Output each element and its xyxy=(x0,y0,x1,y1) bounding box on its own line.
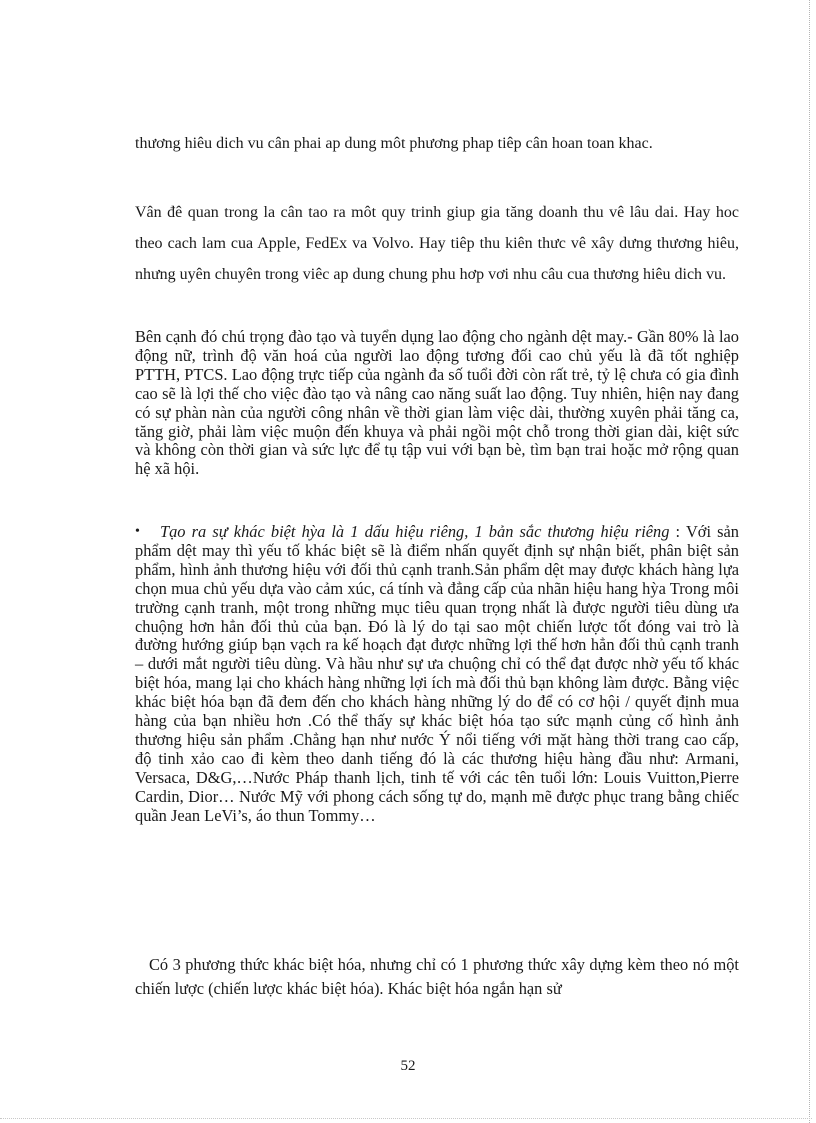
bullet-body: : Với sản phẩm dệt may thì yếu tố khác biệt sẽ là điểm nhấn quyết định sự nhận biết, phân biệt sản phẩm, hình ảnh thương hiệu với đối thủ cạnh tranh.Sản phẩm dệt may được khách hàng lựa chọn mua chủ yếu dựa vào cảm xúc, cá tính và đẳng cấp của nhãn hiệu hang hỳa Trong môi trường cạnh tranh, một trong những mục tiêu quan trọng nhất là được người tiêu dùng ưa chuộng hơn hẳn đối thủ của bạn. Đó là lý do tại sao một chiến lược tốt đóng vai trò là đường hướng giúp bạn vạch ra kế hoạch đạt được những lợi thế hơn hẳn đối thủ cạnh tranh – dưới mắt người tiêu dùng. Và hầu như sự ưa chuộng chỉ có thể đạt được nhờ yếu tố khác biệt hóa, mang lại cho khách hàng những lợi ích mà đối thủ bạn không làm được. Bằng việc khác biệt hóa bạn đã đem đến cho khách hàng những lý do để có cơ hội / quyết định mua hàng của bạn nhiều hơn .Có thể thấy sự khác biệt hóa tạo sức mạnh củng cố hình ảnh thương hiệu sản phẩm .Chẳng hạn như nước Ý nổi tiếng với mặt hàng thời trang cao cấp, độ tinh xảo cao đi kèm theo danh tiếng đó là các thương hiệu hàng đầu như: Armani, Versaca, D&G,…Nước Pháp thanh lịch, tinh tế với các tên tuổi lớn: Louis Vuitton,Pierre Cardin, Dior… Nước Mỹ với phong cách sống tự do, mạnh mẽ được phục trang bằng chiếc quần Jean LeVi’s, áo thun Tommy… xyxy=(135,522,739,825)
paragraph-methods: Có 3 phương thức khác biệt hóa, nhưng chỉ có 1 phương thức xây dựng kèm theo nó một chiến lược (chiến lược khác biệt hóa). Khác biệt hóa ngắn hạn sử xyxy=(135,955,739,998)
paragraph-labor: Bên cạnh đó chú trọng đào tạo và tuyển dụng lao động cho ngành dệt may.- Gần 80% là lao động nữ, trình độ văn hoá của người lao động tương đối cao chủ yếu là đã tốt nghiệp PTTH, PTCS. Lao động trực tiếp của ngành đa số tuổi đời còn rất trẻ, tỷ lệ chưa có gia đình cao sẽ là lợi thế cho việc đào tạo và nâng cao năng suất lao động. Tuy nhiên, hiện nay đang có sự phàn nàn của người công nhân về thời gian làm việc dài, thường xuyên phải tăng ca, tăng giờ, phải làm việc muộn đến khuya và phải ngồi một chỗ trong thời gian dài, kiệt sức và không còn thời gian và sức lực để tụ tập vui với bạn bè, tìm bạn trai hoặc mở rộng quan hệ xã hội. xyxy=(135,327,739,479)
paragraph-brand-process: Vân đê quan trong la cân tao ra môt quy trinh giup gia tăng doanh thu vê lâu dai. Hay hoc theo cach lam cua Apple, FedEx va Volvo. Hay tiêp thu kiên thưc vê xây dưng thương hiêu, nhưng uyên chuyên trong viêc ap dung chung phu hơp vơi nhu câu cua thương hiêu dich vu. xyxy=(135,204,739,283)
bullet-differentiation xyxy=(135,523,739,826)
paragraph-intro-continued: thương hiêu dich vu cân phai ap dung môt phương phap tiêp cân hoan toan khac. xyxy=(135,135,653,152)
page-bottom-border xyxy=(0,1118,812,1119)
bullet-italic-lead: Tạo ra sự khác biệt hỳa là 1 dấu hiệu riêng, 1 bản sắc thương hiệu riêng xyxy=(160,522,670,541)
bullet-dot-icon: • xyxy=(135,524,140,539)
bullet-text xyxy=(135,523,739,826)
page-right-border xyxy=(809,0,810,1123)
page-number: 52 xyxy=(400,1058,416,1074)
